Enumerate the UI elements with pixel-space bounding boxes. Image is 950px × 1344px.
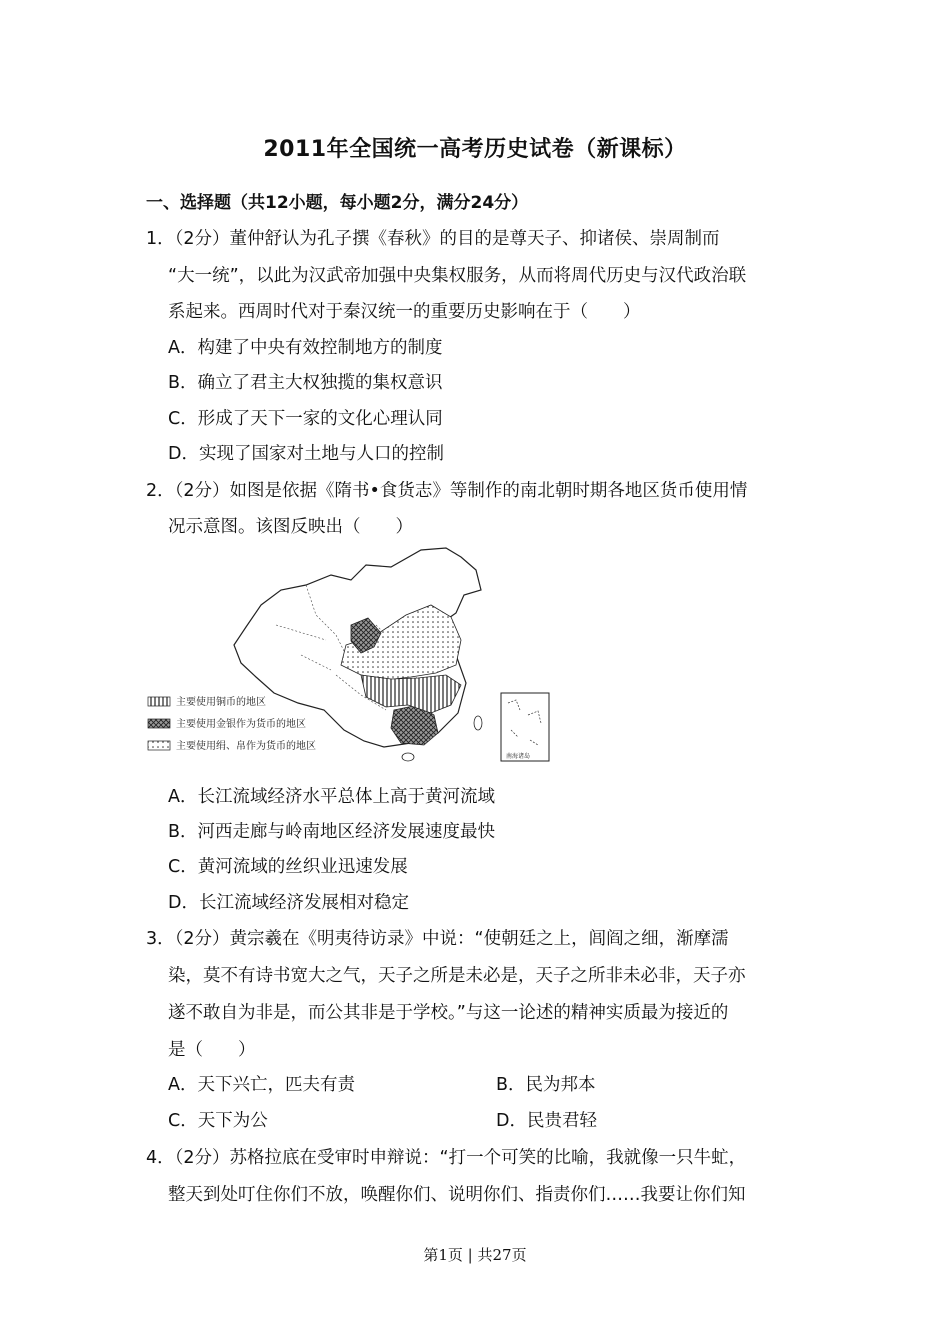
question-2-line: 2．（2分）如图是依据《隋书•食货志》等制作的南北朝时期各地区货币使用情	[146, 481, 748, 501]
question-1-option-a: A．构建了中央有效控制地方的制度	[168, 338, 443, 358]
question-2-line: 况示意图。该图反映出（ ）	[168, 517, 413, 537]
question-3-line: 遂不敢自为非是，而公其非是于学校。”与这一论述的精神实质最为接近的	[168, 1003, 729, 1023]
question-2-option-c: C．黄河流域的丝织业迅速发展	[168, 857, 408, 877]
hainan-island	[402, 753, 414, 761]
question-1-line: 系起来。西周时代对于秦汉统一的重要历史影响在于（ ）	[168, 302, 641, 322]
question-3-option-c: C．天下为公	[168, 1111, 268, 1131]
question-3-option-b: B．民为邦本	[496, 1075, 596, 1095]
page-footer: 第1页 | 共27页	[423, 1246, 527, 1264]
question-3-option-a: A．天下兴亡，匹夫有责	[168, 1075, 355, 1095]
question-1-option-b: B．确立了君主大权独揽的集权意识	[168, 373, 443, 393]
question-3-line: 是（ ）	[168, 1040, 256, 1060]
question-3-option-d: D．民贵君轻	[496, 1111, 597, 1131]
question-4-line: 4．（2分）苏格拉底在受审时申辩说：“打一个可笑的比喻，我就像一只牛虻，	[146, 1148, 747, 1168]
page-title: 2011年全国统一高考历史试卷（新课标）	[263, 137, 687, 162]
question-1-option-c: C．形成了天下一家的文化心理认同	[168, 409, 443, 429]
question-3-line: 染，莫不有诗书宽大之气，天子之所是未必是，天子之所非未必非，天子亦	[168, 966, 746, 986]
legend-swatch-copper	[148, 697, 170, 706]
question-1-option-d: D．实现了国家对土地与人口的控制	[168, 444, 444, 464]
legend-swatch-gold	[148, 719, 170, 728]
question-3-line: 3．（2分）黄宗羲在《明夷待访录》中说：“使朝廷之上，闾阎之细，渐摩濡	[146, 929, 729, 949]
inset-label: 南海诸岛	[506, 753, 531, 760]
map-svg	[146, 545, 551, 765]
question-4-line: 整天到处叮住你们不放，唤醒你们、说明你们、指责你们……我要让你们知	[168, 1185, 746, 1205]
question-2-option-a: A．长江流域经济水平总体上高于黄河流域	[168, 787, 495, 807]
legend-silk: 主要使用绢、帛作为货币的地区	[176, 741, 316, 752]
question-1-line: “大一统”，以此为汉武帝加强中央集权服务，从而将周代历史与汉代政治联	[168, 266, 747, 286]
legend-copper: 主要使用铜币的地区	[176, 697, 266, 708]
question-1-line: 1．（2分）董仲舒认为孔子撰《春秋》的目的是尊天子、抑诸侯、崇周制而	[146, 229, 720, 249]
section-heading: 一、选择题（共12小题，每小题2分，满分24分）	[146, 193, 529, 213]
question-2-option-b: B．河西走廊与岭南地区经济发展速度最快	[168, 822, 496, 842]
legend-swatch-silk	[148, 741, 170, 750]
currency-map-figure	[146, 545, 551, 765]
question-2-option-d: D．长江流域经济发展相对稳定	[168, 893, 409, 913]
legend-gold-silver: 主要使用金银作为货币的地区	[176, 719, 306, 730]
taiwan-island	[474, 716, 482, 730]
